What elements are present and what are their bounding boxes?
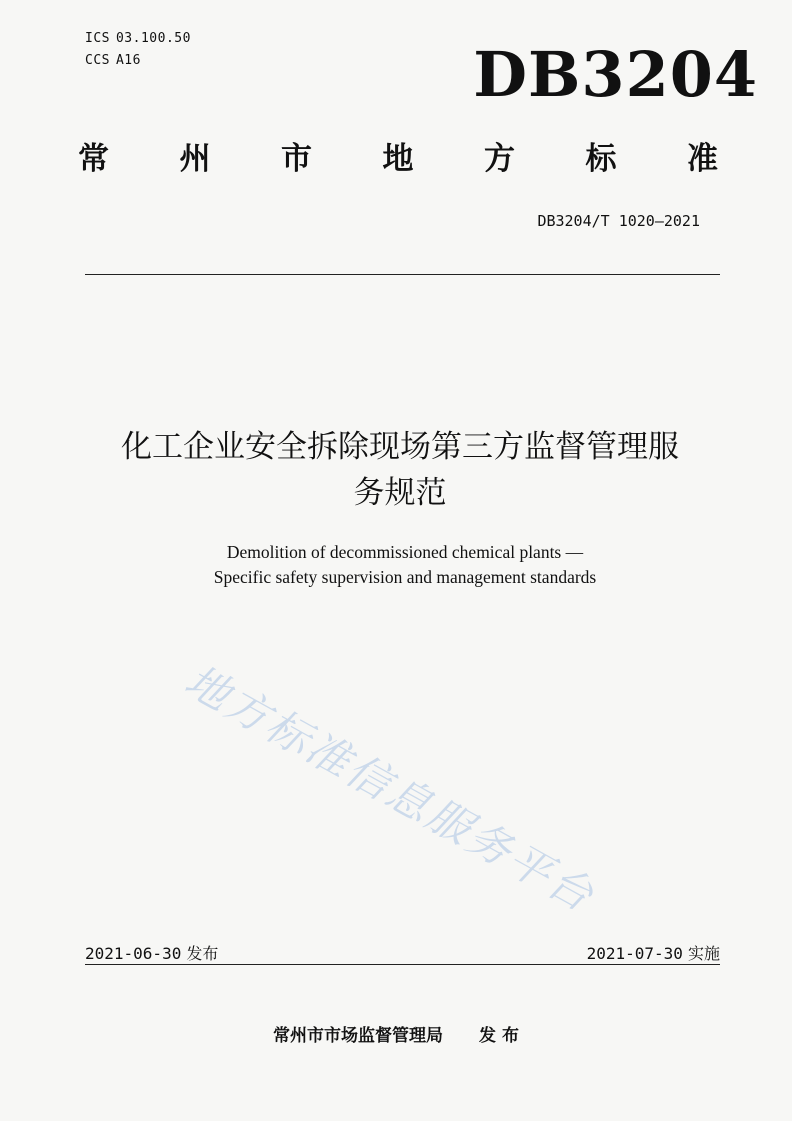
ics-line <box>85 31 191 46</box>
ccs-code: A16 <box>115 53 141 68</box>
title-chinese-line-1: 化工企业安全拆除现场第三方监督管理服 <box>121 429 679 465</box>
standard-type-char: 市 <box>281 141 312 177</box>
standard-big-code: DB3204 <box>473 38 758 111</box>
standard-type-char: 常 <box>78 141 109 177</box>
publish-date: 2021-06-30 <box>85 944 182 963</box>
title-chinese-line-2: 务规范 <box>353 475 447 511</box>
watermark-text: 地方标准信息服务平台 <box>176 655 603 923</box>
bottom-divider <box>85 964 720 965</box>
issuer-action: 发 布 <box>479 1026 519 1046</box>
document-code: DB3204/T 1020—2021 <box>537 212 700 230</box>
title-english <box>60 540 750 590</box>
top-divider <box>85 274 720 275</box>
implement-date: 2021-07-30 <box>586 944 683 963</box>
ccs-line <box>85 53 141 68</box>
implement-label: 实施 <box>687 944 720 963</box>
ccs-label: CCS <box>85 53 110 68</box>
standard-type-char: 准 <box>687 141 718 177</box>
issuer-name: 常州市市场监督管理局 <box>273 1026 444 1046</box>
implement-date-line <box>587 941 720 964</box>
title-chinese <box>80 424 720 516</box>
publish-label: 发布 <box>186 944 219 963</box>
publish-date-line <box>85 941 218 964</box>
standard-type-char: 州 <box>179 141 211 177</box>
issuer-line <box>0 1021 792 1046</box>
standard-type-char: 地 <box>382 141 414 177</box>
title-english-line-2: Specific safety supervision and management standards <box>213 567 597 587</box>
ics-label: ICS <box>85 31 110 46</box>
ics-code: 03.100.50 <box>115 31 191 46</box>
standard-type-char: 标 <box>585 141 617 177</box>
standard-type-char: 方 <box>484 141 515 177</box>
standard-type-heading <box>78 141 718 177</box>
title-english-line-1: Demolition of decommissioned chemical plants — <box>226 542 584 562</box>
